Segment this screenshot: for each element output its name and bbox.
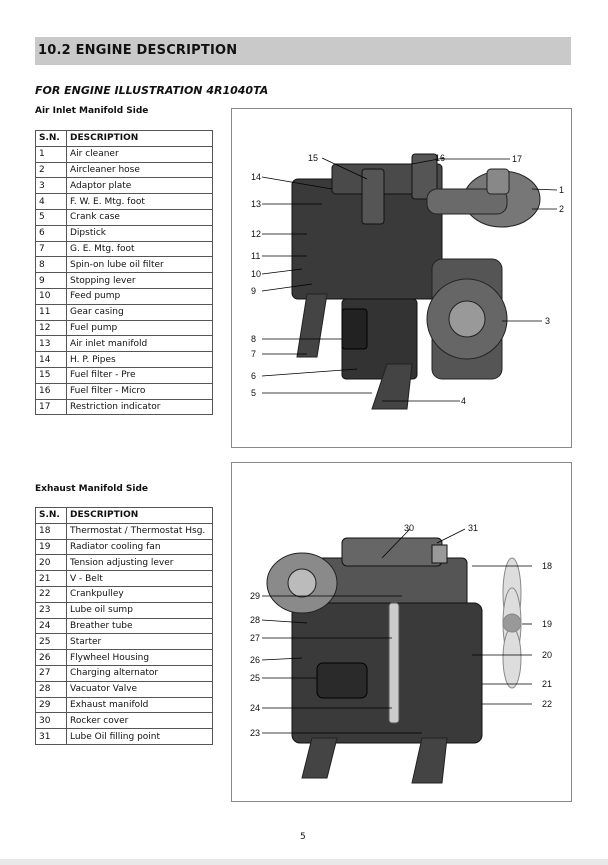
description-cell: Gear casing bbox=[67, 304, 213, 320]
table-row bbox=[36, 650, 213, 666]
callout-label: 27 bbox=[250, 633, 261, 643]
description-cell: Breather tube bbox=[67, 618, 213, 634]
table-row bbox=[36, 571, 213, 587]
sn-cell: 19 bbox=[36, 539, 67, 555]
table-row bbox=[36, 304, 213, 320]
sn-cell: 28 bbox=[36, 681, 67, 697]
sn-cell: 23 bbox=[36, 602, 67, 618]
table-row bbox=[36, 288, 213, 304]
callout-label: 19 bbox=[542, 619, 553, 629]
table-row bbox=[36, 273, 213, 289]
description-header: DESCRIPTION bbox=[67, 131, 213, 147]
description-cell: Feed pump bbox=[67, 288, 213, 304]
callout-label: 2 bbox=[559, 204, 565, 214]
table-row bbox=[36, 241, 213, 257]
callout-label: 12 bbox=[251, 229, 262, 239]
description-cell: Rocker cover bbox=[67, 713, 213, 729]
callout-label: 13 bbox=[251, 199, 262, 209]
table-row bbox=[36, 602, 213, 618]
callout-leader-line bbox=[437, 529, 465, 543]
description-cell: V - Belt bbox=[67, 571, 213, 587]
description-cell: G. E. Mtg. foot bbox=[67, 241, 213, 257]
table-row bbox=[36, 194, 213, 210]
table-row bbox=[36, 225, 213, 241]
table-row bbox=[36, 257, 213, 273]
description-cell: Lube Oil filling point bbox=[67, 729, 213, 745]
page-number: 5 bbox=[300, 832, 306, 842]
sn-cell: 12 bbox=[36, 320, 67, 336]
callout-label: 18 bbox=[542, 561, 553, 571]
description-cell: Restriction indicator bbox=[67, 399, 213, 415]
sn-cell: 5 bbox=[36, 209, 67, 225]
description-cell: Air cleaner bbox=[67, 146, 213, 162]
callout-label: 29 bbox=[250, 591, 261, 601]
table-row bbox=[36, 320, 213, 336]
exhaust-side-heading: Exhaust Manifold Side bbox=[35, 484, 149, 494]
sn-cell: 7 bbox=[36, 241, 67, 257]
description-cell: Fuel pump bbox=[67, 320, 213, 336]
table-row bbox=[36, 523, 213, 539]
description-cell: F. W. E. Mtg. foot bbox=[67, 194, 213, 210]
description-cell: Stopping lever bbox=[67, 273, 213, 289]
table-row bbox=[36, 146, 213, 162]
sn-cell: 8 bbox=[36, 257, 67, 273]
air-side-table bbox=[35, 130, 213, 415]
sn-cell: 2 bbox=[36, 162, 67, 178]
starter-shape bbox=[317, 663, 367, 698]
callout-label: 14 bbox=[251, 172, 262, 182]
sn-cell: 6 bbox=[36, 225, 67, 241]
description-cell: Lube oil sump bbox=[67, 602, 213, 618]
callout-label: 15 bbox=[308, 153, 319, 163]
callout-label: 11 bbox=[251, 251, 261, 261]
description-cell: Spin-on lube oil filter bbox=[67, 257, 213, 273]
air-side-heading: Air Inlet Manifold Side bbox=[35, 106, 149, 116]
callout-label: 21 bbox=[542, 679, 553, 689]
radiator-fan-shape bbox=[503, 558, 521, 688]
callout-label: 22 bbox=[542, 699, 553, 709]
description-cell: H. P. Pipes bbox=[67, 352, 213, 368]
sn-cell: 15 bbox=[36, 367, 67, 383]
callout-label: 3 bbox=[545, 316, 551, 326]
sn-header: S.N. bbox=[36, 508, 67, 524]
description-cell: Thermostat / Thermostat Hsg. bbox=[67, 523, 213, 539]
callout-label: 31 bbox=[468, 523, 479, 533]
callout-label: 25 bbox=[250, 673, 261, 683]
sn-cell: 20 bbox=[36, 555, 67, 571]
sn-header: S.N. bbox=[36, 131, 67, 147]
table-row bbox=[36, 399, 213, 415]
table-row bbox=[36, 555, 213, 571]
sn-cell: 31 bbox=[36, 729, 67, 745]
table-row bbox=[36, 367, 213, 383]
sn-cell: 17 bbox=[36, 399, 67, 415]
description-cell: Crankpulley bbox=[67, 586, 213, 602]
callout-label: 26 bbox=[250, 655, 261, 665]
sn-cell: 21 bbox=[36, 571, 67, 587]
section-title: 10.2 ENGINE DESCRIPTION bbox=[38, 43, 238, 58]
table-row bbox=[36, 162, 213, 178]
description-cell: Dipstick bbox=[67, 225, 213, 241]
callout-label: 8 bbox=[251, 334, 257, 344]
description-cell: Aircleaner hose bbox=[67, 162, 213, 178]
engine-exhaust-side-drawing bbox=[232, 463, 571, 801]
sn-cell: 30 bbox=[36, 713, 67, 729]
description-cell: Crank case bbox=[67, 209, 213, 225]
sn-cell: 26 bbox=[36, 650, 67, 666]
description-cell: Exhaust manifold bbox=[67, 697, 213, 713]
sn-cell: 3 bbox=[36, 178, 67, 194]
flywheel-housing-shape bbox=[427, 259, 507, 379]
description-cell: Fuel filter - Pre bbox=[67, 367, 213, 383]
exhaust-side-table bbox=[35, 507, 213, 745]
sn-cell: 4 bbox=[36, 194, 67, 210]
footer-bar bbox=[0, 859, 608, 865]
table-row bbox=[36, 352, 213, 368]
table-row bbox=[36, 729, 213, 745]
callout-label: 9 bbox=[251, 286, 257, 296]
oil-filter-shape bbox=[342, 309, 367, 349]
table-row bbox=[36, 539, 213, 555]
table-row bbox=[36, 336, 213, 352]
description-header: DESCRIPTION bbox=[67, 508, 213, 524]
mounting-feet-shape bbox=[302, 738, 447, 783]
callout-label: 4 bbox=[461, 396, 467, 406]
table-row bbox=[36, 665, 213, 681]
sn-cell: 29 bbox=[36, 697, 67, 713]
sn-cell: 11 bbox=[36, 304, 67, 320]
table-header-row bbox=[36, 508, 213, 524]
air-cleaner-shape bbox=[427, 169, 540, 227]
callout-label: 24 bbox=[250, 703, 261, 713]
table-row bbox=[36, 697, 213, 713]
table-row bbox=[36, 681, 213, 697]
callout-label: 20 bbox=[542, 650, 553, 660]
breather-tube-shape bbox=[389, 603, 399, 723]
sn-cell: 18 bbox=[36, 523, 67, 539]
callout-label: 6 bbox=[251, 371, 257, 381]
sn-cell: 27 bbox=[36, 665, 67, 681]
description-cell: Air inlet manifold bbox=[67, 336, 213, 352]
description-cell: Flywheel Housing bbox=[67, 650, 213, 666]
table-row bbox=[36, 618, 213, 634]
exhaust-side-illustration bbox=[231, 462, 572, 802]
description-cell: Vacuator Valve bbox=[67, 681, 213, 697]
description-cell: Fuel filter - Micro bbox=[67, 383, 213, 399]
illustration-heading: FOR ENGINE ILLUSTRATION 4R1040TA bbox=[35, 84, 269, 97]
callout-label: 7 bbox=[251, 349, 257, 359]
sn-cell: 1 bbox=[36, 146, 67, 162]
table-row bbox=[36, 634, 213, 650]
callout-label: 17 bbox=[512, 154, 523, 164]
sn-cell: 25 bbox=[36, 634, 67, 650]
sn-cell: 10 bbox=[36, 288, 67, 304]
sn-cell: 13 bbox=[36, 336, 67, 352]
callout-label: 30 bbox=[404, 523, 415, 533]
callout-label: 28 bbox=[250, 615, 261, 625]
table-row bbox=[36, 209, 213, 225]
sn-cell: 14 bbox=[36, 352, 67, 368]
table-row bbox=[36, 713, 213, 729]
callout-label: 10 bbox=[251, 269, 262, 279]
description-cell: Radiator cooling fan bbox=[67, 539, 213, 555]
table-header-row bbox=[36, 131, 213, 147]
sn-cell: 9 bbox=[36, 273, 67, 289]
description-cell: Starter bbox=[67, 634, 213, 650]
description-cell: Charging alternator bbox=[67, 665, 213, 681]
description-cell: Tension adjusting lever bbox=[67, 555, 213, 571]
description-cell: Adaptor plate bbox=[67, 178, 213, 194]
callout-label: 1 bbox=[559, 185, 565, 195]
air-side-illustration bbox=[231, 108, 572, 448]
table-row bbox=[36, 383, 213, 399]
callout-label: 16 bbox=[435, 153, 446, 163]
table-row bbox=[36, 178, 213, 194]
callout-label: 5 bbox=[251, 388, 257, 398]
callout-label: 23 bbox=[250, 728, 261, 738]
sn-cell: 16 bbox=[36, 383, 67, 399]
table-row bbox=[36, 586, 213, 602]
sn-cell: 24 bbox=[36, 618, 67, 634]
alternator-shape bbox=[267, 553, 337, 613]
sn-cell: 22 bbox=[36, 586, 67, 602]
